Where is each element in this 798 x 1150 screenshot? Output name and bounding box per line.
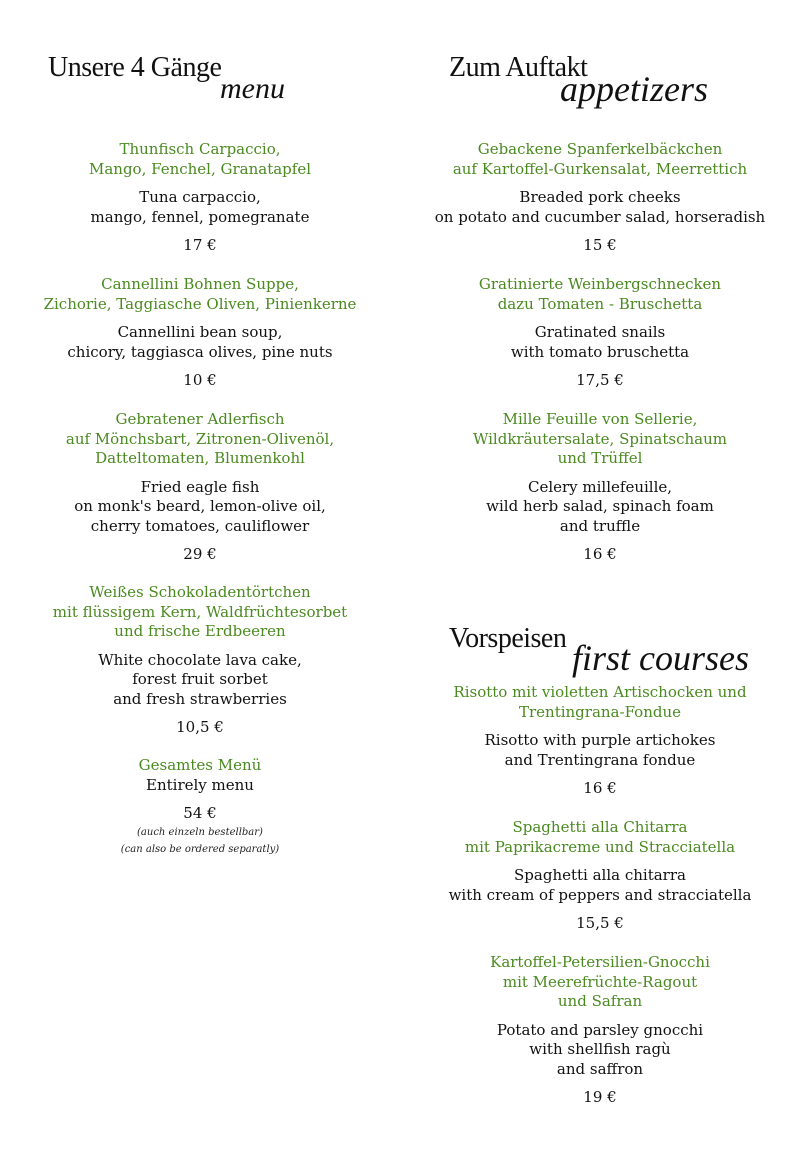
dish-name-en: Spaghetti alla chitarra with cream of peppers and stracciatella (448, 866, 752, 904)
total-note-en: (can also be ordered separatly) (120, 843, 280, 855)
heading-de: Unsere 4 Gänge (48, 52, 222, 83)
menu-item (20, 275, 380, 410)
dish-name-de: Gratinierte Weinbergschnecken dazu Tomaten - Bruschetta (478, 275, 722, 313)
section-heading-menu (20, 0, 380, 105)
dish-price: 16 € (583, 779, 617, 797)
dish-name-en: Fried eagle fish on monk's beard, lemon-olive oil, cherry tomatoes, cauliflower (74, 477, 326, 535)
dish-name-en: White chocolate lava cake, forest fruit sorbet and fresh strawberries (98, 650, 302, 708)
dish-name-de: Gebackene Spanferkelbäckchen auf Kartoffel-Gurkensalat, Meerrettich (452, 140, 748, 178)
dish-name-en: Breaded pork cheeks on potato and cucumber salad, horseradish (434, 188, 766, 226)
total-note-de: (auch einzeln bestellbar) (137, 826, 263, 838)
dish-name-de: Weißes Schokoladentörtchen mit flüssigem Kern, Waldfrüchtesorbet und frische Erdbeeren (52, 583, 348, 640)
dish-price: 17 € (183, 236, 217, 254)
menu-item (420, 410, 780, 583)
dish-name-en: Celery millefeuille, wild herb salad, spinach foam and truffle (486, 477, 714, 535)
total-label-de: Gesamtes Menü (138, 756, 262, 774)
dish-price: 19 € (583, 1088, 617, 1106)
dish-name-de: Risotto mit violetten Artischocken und Trentingrana-Fondue (453, 683, 747, 721)
menu-total (20, 756, 380, 858)
dish-name-de: Cannellini Bohnen Suppe, Zichorie, Taggiasche Oliven, Pinienkerne (43, 275, 357, 313)
dish-price: 15 € (583, 236, 617, 254)
total-price: 54 € (183, 804, 217, 822)
menu-item (20, 410, 380, 583)
dish-price: 10 € (183, 371, 217, 389)
dish-name-en: Tuna carpaccio, mango, fennel, pomegranate (90, 188, 310, 226)
menu-item (420, 818, 780, 953)
dish-name-de: Spaghetti alla Chitarra mit Paprikacreme und Stracciatella (464, 818, 736, 856)
dish-name-de: Mille Feuille von Sellerie, Wildkräutersalate, Spinatschaum und Trüffel (472, 410, 727, 467)
menu-item (420, 275, 780, 410)
appetizers-column (420, 0, 780, 1126)
section-heading-first-courses (420, 583, 780, 683)
dish-price: 17,5 € (576, 371, 624, 389)
dish-name-en: Gratinated snails with tomato bruschetta (510, 323, 690, 361)
heading-de: Vorspeisen (449, 623, 567, 654)
section-heading-appetizers (420, 0, 780, 109)
heading-en: appetizers (560, 69, 708, 109)
dish-price: 29 € (183, 545, 217, 563)
heading-de: Zum Auftakt (449, 52, 588, 83)
menu-item (420, 140, 780, 275)
heading-en: menu (220, 72, 285, 105)
dish-price: 15,5 € (576, 914, 624, 932)
menu-item (20, 583, 380, 756)
dish-name-de: Thunfisch Carpaccio, Mango, Fenchel, Granatapfel (88, 140, 312, 178)
dish-price: 16 € (583, 545, 617, 563)
dish-name-en: Cannellini bean soup, chicory, taggiasca olives, pine nuts (67, 323, 333, 361)
total-label-en: Entirely menu (146, 775, 254, 794)
heading-en: first courses (572, 638, 750, 678)
menu-item (420, 683, 780, 818)
menu-item (420, 953, 780, 1126)
dish-name-de: Kartoffel-Petersilien-Gnocchi mit Meerefrüchte-Ragout und Safran (490, 953, 710, 1010)
dish-name-de: Gebratener Adlerfisch auf Mönchsbart, Zitronen-Olivenöl, Datteltomaten, Blumenkohl (65, 410, 335, 467)
menu-item (20, 140, 380, 275)
dish-name-en: Potato and parsley gnocchi with shellfish ragù and saffron (496, 1020, 704, 1078)
menu-column (20, 0, 380, 858)
dish-price: 10,5 € (176, 718, 224, 736)
dish-name-en: Risotto with purple artichokes and Trentingrana fondue (484, 731, 716, 769)
